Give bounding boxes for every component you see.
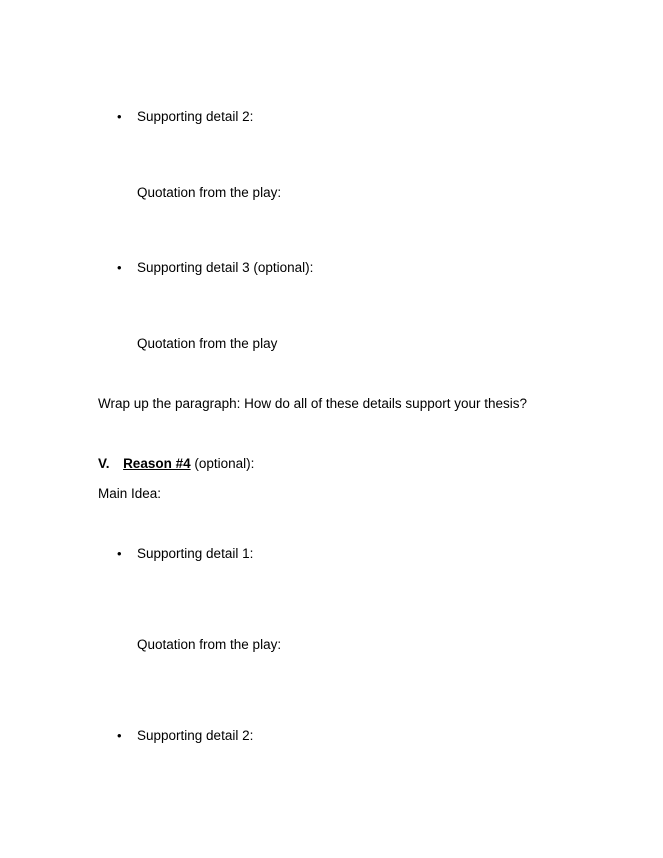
supporting-detail-2-label: Supporting detail 2: xyxy=(137,109,254,124)
bullet-icon: • xyxy=(117,260,122,275)
quotation-label: Quotation from the play xyxy=(137,336,278,351)
supporting-detail-1-label: Supporting detail 1: xyxy=(137,546,254,561)
supporting-detail-2-label: Supporting detail 2: xyxy=(137,728,254,743)
quotation-label: Quotation from the play: xyxy=(137,637,282,652)
bullet-icon: • xyxy=(117,728,122,743)
section-v-number: V. xyxy=(98,456,110,471)
section-v-heading xyxy=(98,456,254,472)
bullet-icon: • xyxy=(117,546,122,561)
wrap-up-prompt: Wrap up the paragraph: How do all of these details support your thesis? xyxy=(98,396,528,411)
supporting-detail-3-label: Supporting detail 3 (optional): xyxy=(137,260,314,275)
quotation-label: Quotation from the play: xyxy=(137,185,282,200)
section-v-suffix: (optional): xyxy=(190,456,255,471)
main-idea-label: Main Idea: xyxy=(98,486,162,501)
section-v-title: Reason #4 xyxy=(123,456,191,471)
bullet-icon: • xyxy=(117,109,122,124)
